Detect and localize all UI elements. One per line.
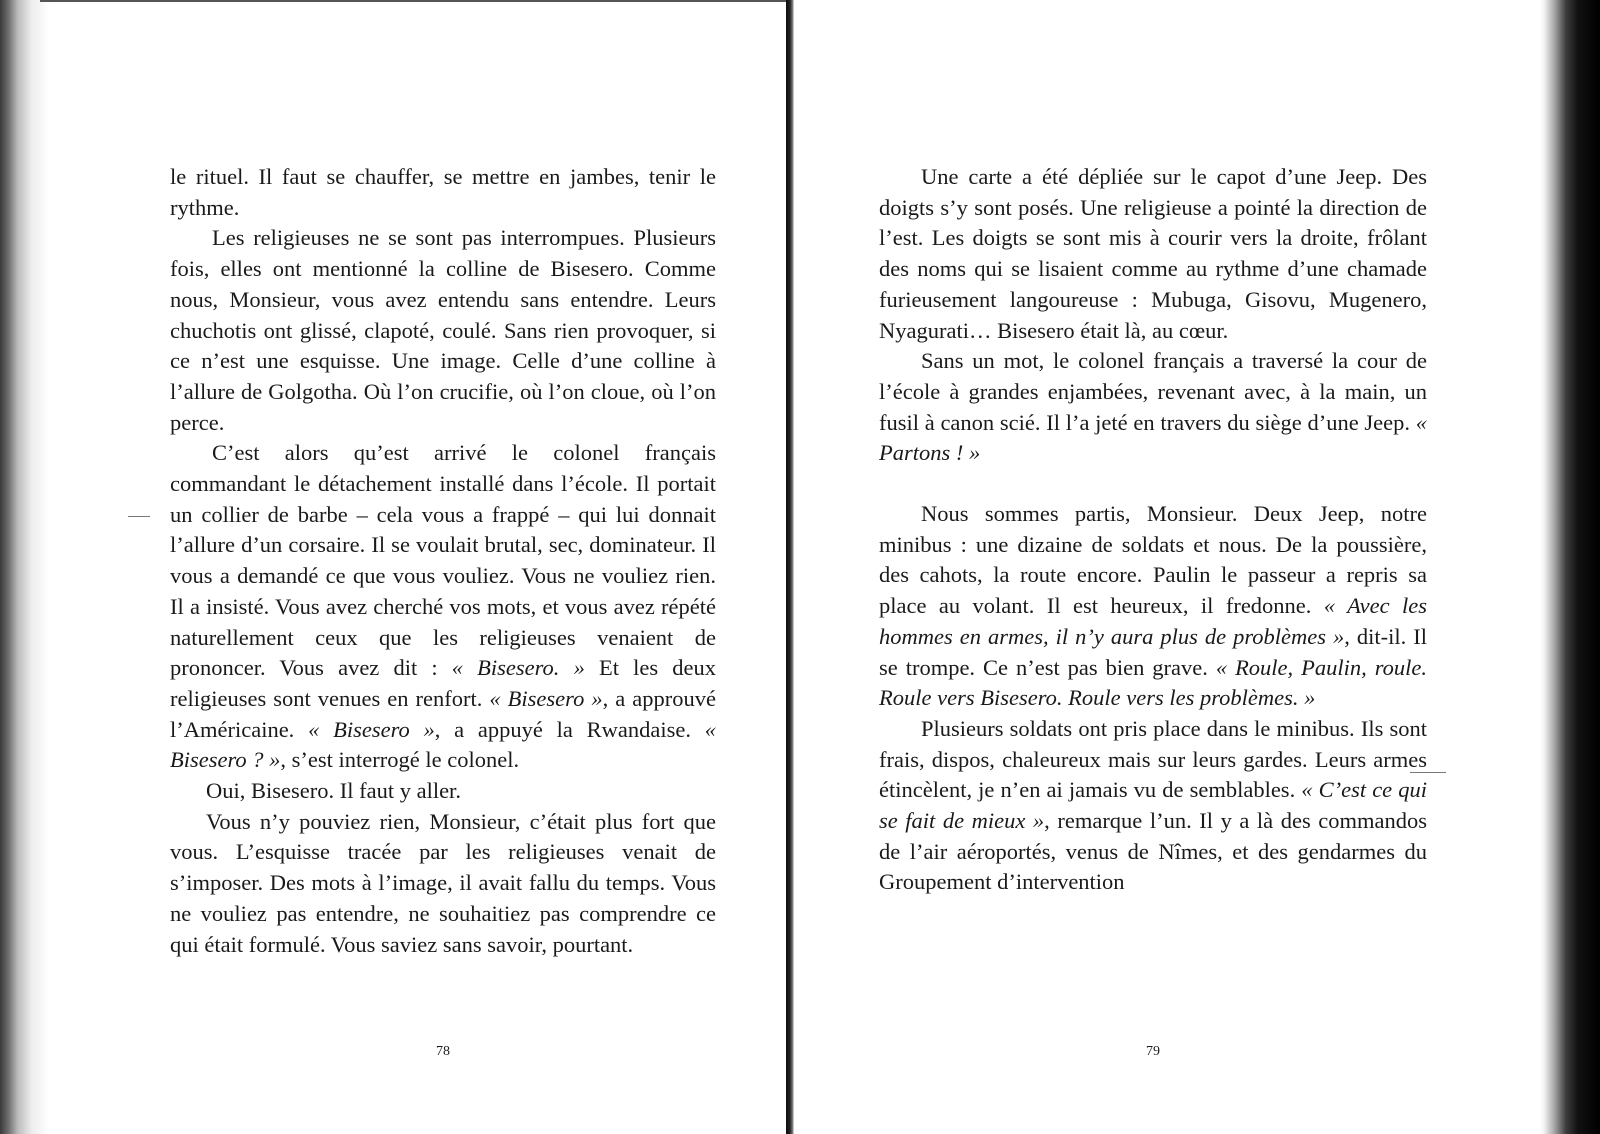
paragraph: Nous sommes partis, Monsieur. Deux Jeep, notre minibus : une dizaine de soldats et nous. De la poussière, des cahots, la route encore. Paulin le passeur a repris sa place au volant. Il est heureux, il fredonne. « Avec les hommes en armes, il n’y aura plus de problèmes », dit-il. Il se trompe. Ce n’est pas bien grave. « Roule, Paulin, roule. Roule vers Bisesero. Roule vers les problèmes. »	[879, 501, 1427, 711]
right-page	[879, 0, 1427, 1134]
paragraph: Oui, Bisesero. Il faut y aller.	[206, 778, 461, 804]
right-page-text	[879, 162, 1427, 898]
page-number: 78	[436, 1044, 450, 1059]
paragraph: Sans un mot, le colonel français a traversé la cour de l’école à grandes enjambées, revenant avec, à la main, un fusil à canon scié. Il l’a jeté en travers du siège d’une Jeep. « Partons ! »	[879, 348, 1427, 466]
left-page-text	[170, 162, 716, 960]
left-page	[170, 0, 716, 1134]
paragraph: Les religieuses ne se sont pas interrompues. Plusieurs fois, elles ont mentionné la colline de Bisesero. Comme nous, Monsieur, vous avez entendu sans entendre. Leurs chuchotis ont glissé, clapoté, coulé. Sans rien provoquer, si ce n’est une esquisse. Une image. Celle d’une colline à l’allure de Golgotha. Où l’on crucifie, où l’on cloue, où l’on perce.	[170, 225, 716, 435]
paragraph: Vous n’y pouviez rien, Monsieur, c’était plus fort que vous. L’esquisse tracée par les religieuses venait de s’imposer. Des mots à l’image, il avait fallu du temps. Vous ne vouliez pas entendre, ne souhaitiez pas comprendre ce qui était formulé. Vous saviez sans savoir, pourtant.	[170, 808, 716, 957]
scan-mark	[128, 516, 150, 517]
page-number: 79	[1146, 1044, 1160, 1059]
paragraph: Plusieurs soldats ont pris place dans le minibus. Ils sont frais, dispos, chaleureux mais sur leurs gardes. Leurs armes étincèlent, je n’en ai jamais vu de semblables. « C’est ce qui se fait de mieux », remarque l’un. Il y a là des commandos de l’air aéroportés, venus de Nîmes, et des gendarmes du Groupement d’intervention	[879, 715, 1428, 895]
paragraph: le rituel. Il faut se chauffer, se mettre en jambes, tenir le rythme.	[170, 164, 716, 220]
book-gutter	[786, 0, 794, 1134]
scan-edge-left	[0, 0, 50, 1134]
scan-edge-right	[1540, 0, 1600, 1134]
paragraph: C’est alors qu’est arrivé le colonel français commandant le détachement installé dans l’école. Il portait un collier de barbe – cela vous a frappé – qui lui donnait l’allure d’un corsaire. Il se voulait brutal, sec, dominateur. Il vous a demandé ce que vous vouliez. Vous ne vouliez rien. Il a insisté. Vous avez cherché vos mots, et vous avez répété naturellement ceux que les religieuses venaient de prononcer. Vous avez dit : « Bisesero. » Et les deux religieuses sont venues en renfort. « Bisesero », a approuvé l’Américaine. « Bisesero », a appuyé la Rwandaise. « Bisesero ? », s’est interrogé le colonel.	[170, 440, 717, 773]
paragraph: Une carte a été dépliée sur le capot d’une Jeep. Des doigts s’y sont posés. Une religieuse a pointé la direction de l’est. Les doigts se sont mis à courir vers la droite, frôlant des noms qui se lisaient comme au rythme d’une chamade furieusement langoureuse : Mubuga, Gisovu, Mugenero, Nyagurati… Bisesero était là, au cœur.	[879, 164, 1427, 343]
